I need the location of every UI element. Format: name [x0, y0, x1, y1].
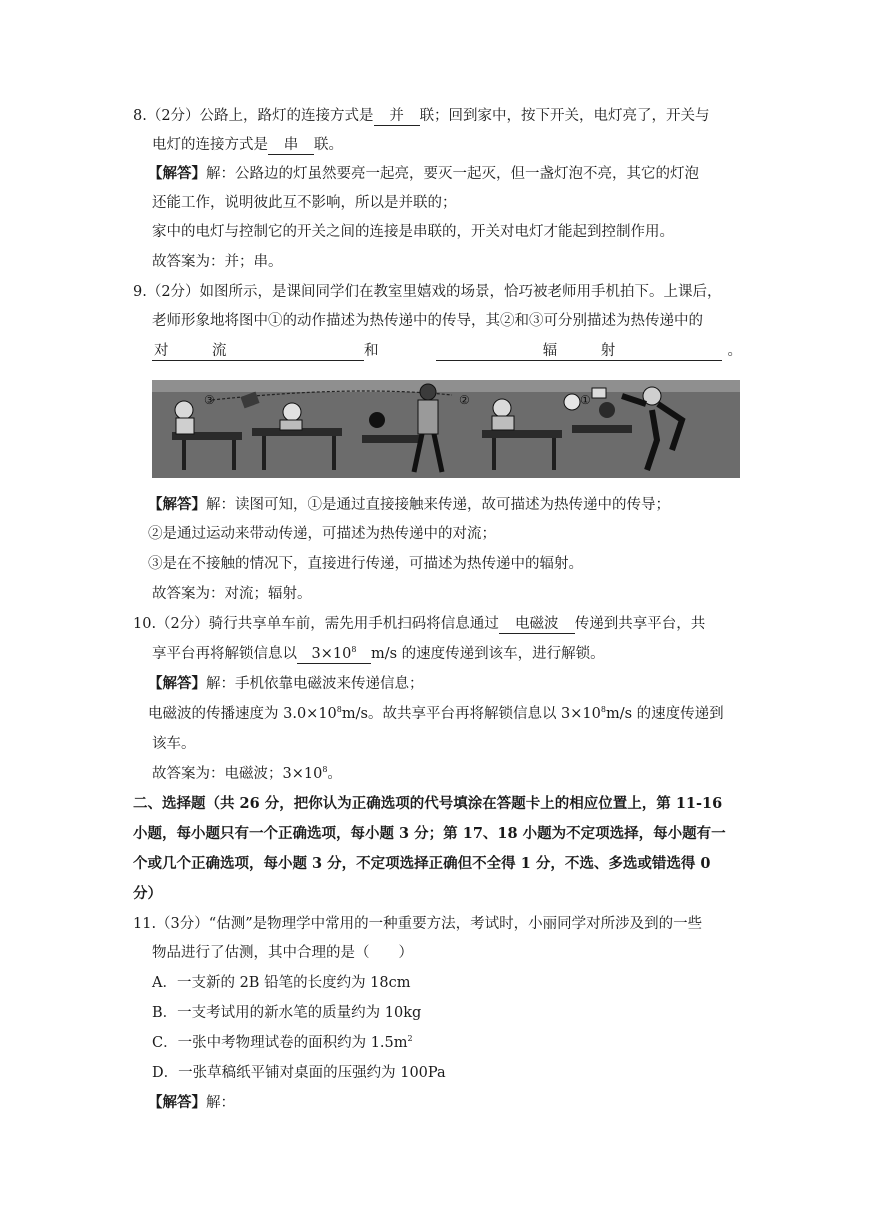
q8-solution-line-3: 家中的电灯与控制它的开关之间的连接是串联的，开关对电灯才能起到控制作用。	[152, 224, 674, 240]
q10-solution-line-3: 该车。	[152, 736, 196, 752]
q10-answer-1: 电磁波	[499, 615, 575, 634]
q9-line-1: 9.（2分）如图所示，是课间同学们在教室里嬉戏的场景，恰巧被老师用手机拍下。上课后，	[133, 284, 722, 300]
section-2-heading-line-1: 二、选择题（共 26 分，把你认为正确选项的代号填涂在答题卡上的相应位置上，第 11-16	[133, 795, 723, 812]
q9-line-3: 对 流 和 辐 射 。	[154, 343, 742, 359]
q8-solution-line-2: 还能工作，说明彼此互不影响，所以是并联的；	[152, 195, 457, 211]
q8-line-1: 8.（2分）公路上，路灯的连接方式是 并 联；回到家中，按下开关，电灯亮了，开关与	[133, 108, 710, 124]
q9-solution-line-3: ③是在不接触的情况下，直接进行传递，可描述为热传递中的辐射。	[148, 556, 583, 572]
solution-tag: 【解答】	[148, 496, 206, 513]
q8-solution-line-1: 【解答】解：公路边的灯虽然要亮一起亮，要灭一起灭，但一盏灯泡不亮，其它的灯泡	[148, 165, 699, 182]
q10-line-1: 10.（2分）骑行共享单车前，需先用手机扫码将信息通过 电磁波 传递到共享平台，共	[133, 616, 706, 632]
solution-tag: 【解答】	[148, 165, 206, 182]
q9-answer-2: 辐 射	[436, 342, 722, 361]
section-2-heading-line-3: 个或几个正确选项，每小题 3 分，不定项选择正确但不全得 1 分，不选、多选或错选得 0	[133, 855, 711, 872]
q11-line-1: 11.（3分）“估测”是物理学中常用的一种重要方法，考试时，小丽同学对所涉及到的一些	[133, 916, 703, 932]
q9-final-answer: 故答案为：对流；辐射。	[152, 586, 312, 602]
section-2-heading-line-2: 小题，每小题只有一个正确选项，每小题 3 分；第 17、18 小题为不定项选择，每小题有一	[133, 825, 726, 842]
q10-solution-line-1: 【解答】解：手机依靠电磁波来传递信息；	[148, 675, 424, 692]
q10-answer-2: $3\times 10^8$	[297, 645, 371, 664]
figure-label-2: ②	[459, 393, 470, 407]
figure-label-3: ③	[204, 393, 215, 407]
solution-tag: 【解答】	[148, 1094, 206, 1111]
q9-solution-line-2: ②是通过运动来带动传递，可描述为热传递中的对流；	[148, 526, 496, 542]
q9-line-2: 老师形象地将图中①的动作描述为热传递中的传导，其②和③可分别描述为热传递中的	[152, 313, 703, 329]
solution-tag: 【解答】	[148, 675, 206, 692]
q8-line-2: 电灯的连接方式是 串 联。	[152, 137, 343, 153]
q8-answer-2: 串	[268, 136, 314, 155]
q10-solution-line-2: 电磁波的传播速度为 $3.0\times 10^8m/s$。故共享平台再将解锁信息以 $3\times 10^8m/s$ 的速度传递到	[148, 705, 724, 722]
q11-option-d: D．一张草稿纸平铺对桌面的压强约为 100Pa	[152, 1065, 446, 1081]
q10-final-answer: 故答案为：电磁波；$3\times 10^8$。	[152, 765, 342, 782]
section-2-heading-line-4: 分）	[133, 885, 162, 902]
q9-answer-1: 对 流	[152, 342, 364, 361]
figure-label-1: ①	[580, 393, 591, 407]
q11-line-2: 物品进行了估测，其中合理的是（ ）	[152, 945, 413, 961]
q10-line-2: 享平台再将解锁信息以 $3\times 10^8$ m/s 的速度传递到该车，进行解锁。	[152, 645, 605, 662]
classroom-illustration	[152, 380, 740, 478]
q9-solution-line-1: 【解答】解：读图可知，①是通过直接接触来传递，故可描述为热传递中的传导；	[148, 496, 670, 513]
q8-answer-1: 并	[374, 107, 420, 126]
q11-option-c: C．一张中考物理试卷的面积约为 $1.5m^2$	[152, 1034, 413, 1051]
q11-solution-line-1: 【解答】解：	[148, 1094, 235, 1111]
q11-option-b: B．一支考试用的新水笔的质量约为 10kg	[152, 1005, 422, 1021]
q8-final-answer: 故答案为：并；串。	[152, 254, 283, 270]
q11-option-a: A．一支新的 2B 铅笔的长度约为 18cm	[152, 975, 411, 991]
